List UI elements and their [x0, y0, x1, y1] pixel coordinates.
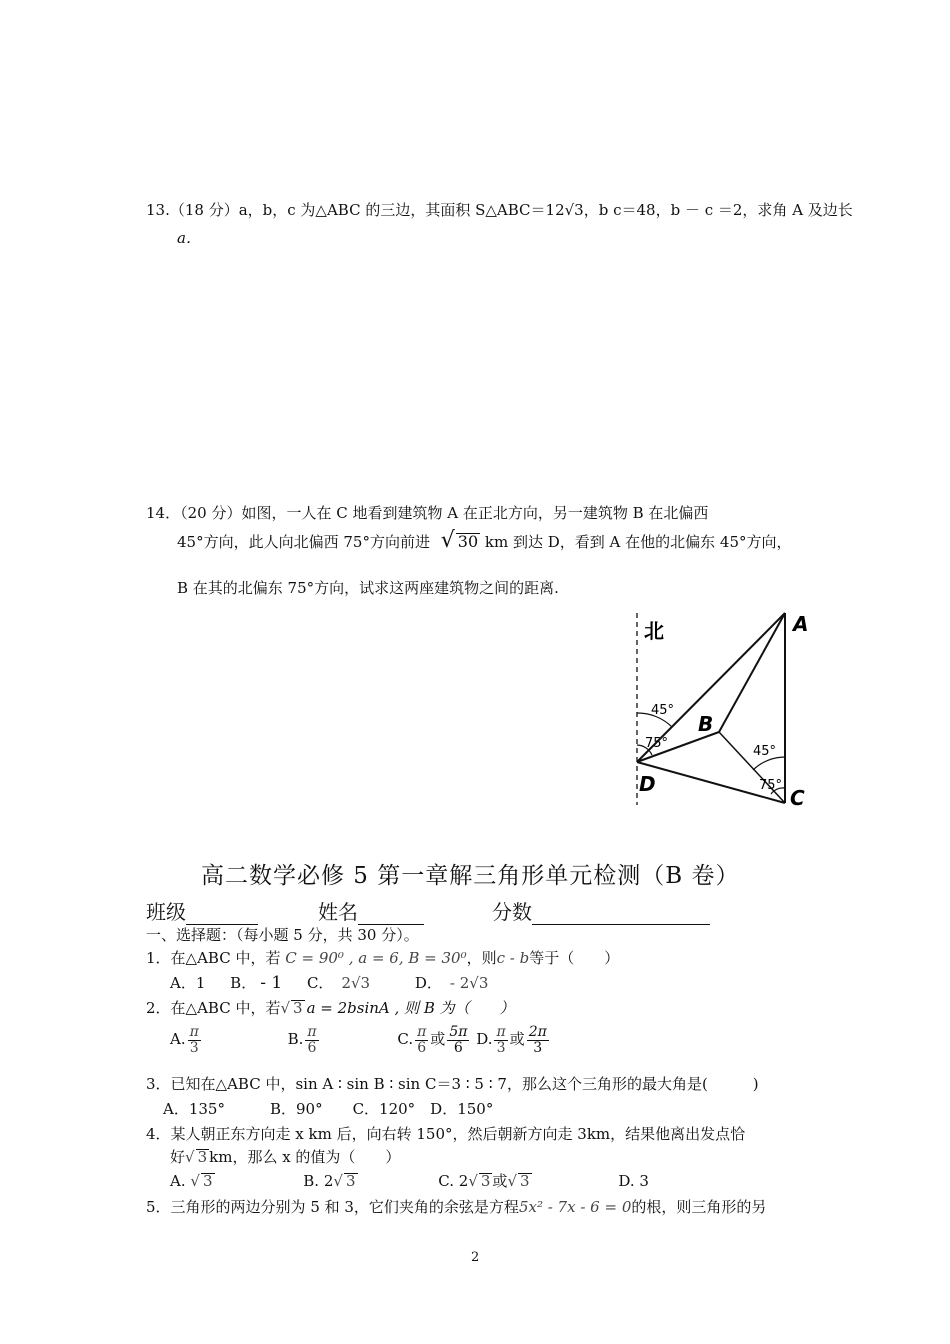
q1-option-c[interactable]: C． 2√3 [306, 974, 371, 992]
class-field: 班级 [146, 896, 258, 925]
label-a: A [793, 612, 809, 636]
score-blank[interactable] [532, 906, 710, 925]
q1-option-a[interactable]: A．1 [170, 974, 206, 992]
label-angle-75-left: 75° [645, 736, 669, 751]
mc-question-2: 2．在△ABC 中，若√ 3 a = 2bsinA , 则 B 为（ ） [146, 999, 515, 1017]
question-14-line1: 14．（20 分）如图，一人在 C 地看到建筑物 A 在正北方向，另一建筑物 B 在北偏西 [146, 504, 709, 522]
name-field: 姓名 [318, 896, 424, 925]
sqrt-icon: √ [185, 1148, 195, 1166]
class-blank[interactable] [186, 906, 258, 925]
name-blank[interactable] [358, 906, 424, 925]
section-choice-header: 一、选择题：（每小题 5 分，共 30 分）。 [146, 926, 419, 944]
q2-option-c[interactable]: C. $\frac{\pi}{6}$ 或 $\frac{5\pi}{6}$ [397, 1024, 468, 1056]
sqrt-icon: √ [440, 528, 455, 553]
q4-option-b[interactable]: B. 2√ 3 [303, 1172, 356, 1190]
test-title: 高二数学必修 5 第一章解三角形单元检测（B 卷） [201, 863, 740, 889]
mc-question-1-options [170, 972, 488, 993]
label-angle-45-left: 45° [651, 703, 675, 718]
mc-question-3-options[interactable]: A．135° B．90° C．120° D．150° [163, 1100, 494, 1118]
mc-question-1: 1．在△ABC 中，若 C = 90⁰ , a = 6, B = 30⁰，则c - b等于（ ） [146, 949, 620, 967]
q1-option-d[interactable]: D． - 2√3 [414, 974, 489, 992]
mc-question-5: 5．三角形的两边分别为 5 和 3，它们夹角的余弦是方程5x² - 7x - 6 = 0的根，则三角形的另 [146, 1198, 767, 1216]
mc-question-4-line1: 4．某人朝正东方向走 x km 后，向右转 150°，然后朝新方向走 3km，结果他离出发点恰 [146, 1125, 746, 1143]
label-angle-75-right: 75° [759, 778, 783, 793]
q2-option-b[interactable]: B. $\frac{\pi}{6}$ [287, 1024, 317, 1056]
q2-option-a[interactable]: A. $\frac{\pi}{3}$ [170, 1024, 199, 1056]
question-13-line2: a． [177, 229, 201, 247]
line-ba [719, 613, 785, 732]
question-14-line3: B 在其的北偏东 75°方向，试求这两座建筑物之间的距离. [177, 579, 559, 597]
mc-question-2-options [170, 1025, 551, 1055]
sqrt-icon: √ [280, 999, 291, 1017]
q4-option-d[interactable]: D. 3 [618, 1172, 649, 1190]
label-north: 北 [644, 619, 664, 643]
q2-option-d[interactable]: D. $\frac{\pi}{3}$ 或 $\frac{2\pi}{3}$ [476, 1024, 547, 1056]
q4-option-a[interactable]: A. √ 3 [170, 1172, 213, 1190]
label-c: C [790, 786, 805, 810]
mc-question-3: 3．已知在△ABC 中，sin A ∶ sin B ∶ sin C＝3 ∶ 5 ∶ 7，那么这个三角形的最大角是( ) [146, 1075, 759, 1093]
mc-question-4-line2: 好√ 3 km，那么 x 的值为（ ） [170, 1148, 401, 1166]
label-angle-45-right: 45° [753, 744, 777, 759]
geometry-figure [620, 605, 820, 810]
q4-option-c[interactable]: C. 2√ 3 或√ 3 [438, 1172, 530, 1190]
label-b: B [698, 712, 714, 736]
question-13-line1: 13.（18 分）a，b，c 为△ABC 的三边，其面积 S△ABC＝12√3，b c＝48，b － c ＝2，求角 A 及边长 [146, 201, 853, 219]
mc-question-4-options [170, 1170, 649, 1191]
question-14-line2: 45°方向，此人向北偏西 75°方向前进 √ 30 km 到达 D，看到 A 在他的北偏东 45°方向， [177, 528, 792, 553]
label-d: D [639, 772, 656, 796]
sqrt-30: 30 [457, 532, 479, 551]
page-number: 2 [471, 1250, 480, 1265]
score-field: 分数 [492, 896, 710, 925]
q1-option-b[interactable]: B． - 1 [230, 973, 283, 993]
